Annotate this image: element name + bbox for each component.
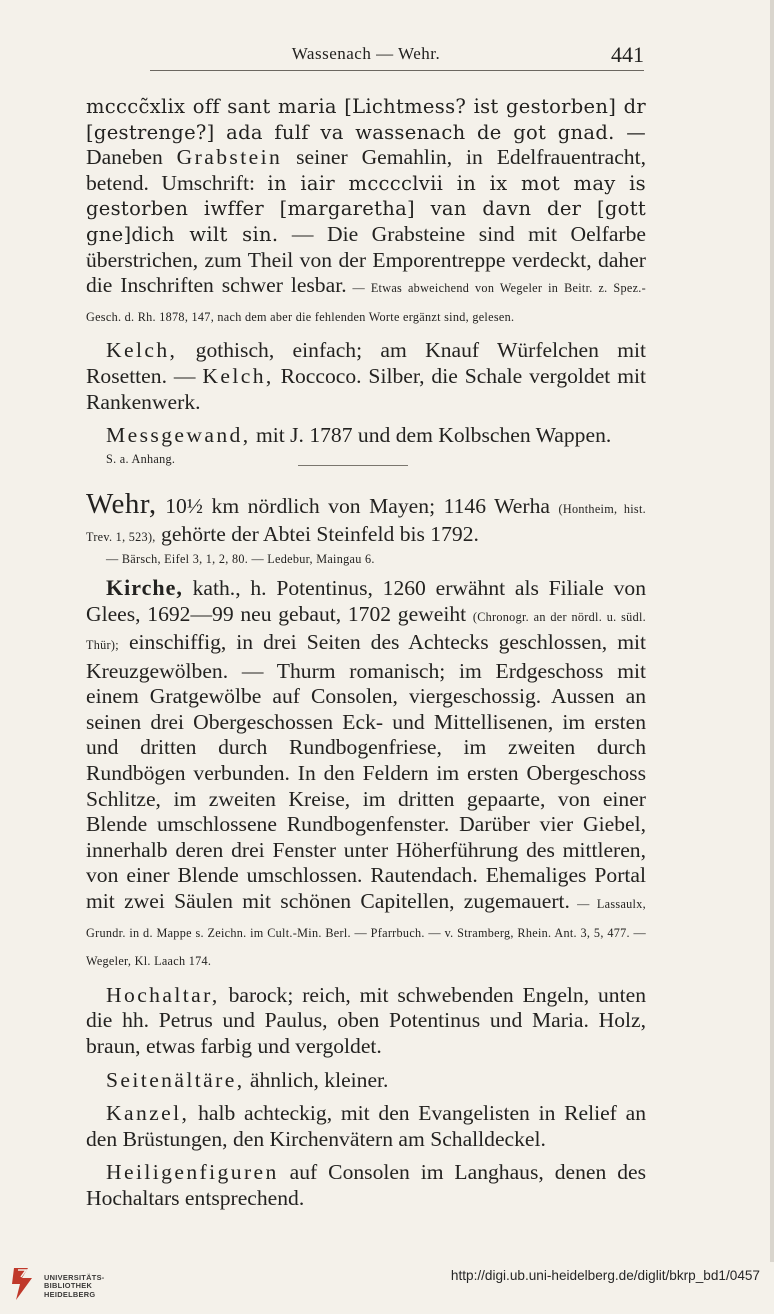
heidelberg-library-logo-icon xyxy=(8,1266,38,1302)
hochaltar-paragraph: Hochaltar, barock; reich, mit schwebenden Engeln, unten die hh. Petrus und Paulus, oben Potentinus und Maria. Holz, braun, etwas farbig und vergoldet. xyxy=(86,982,646,1058)
wehr-literature-note: — Bärsch, Eifel 3, 1, 2, 80. — Ledebur, Maingau 6. xyxy=(106,551,375,566)
page-edge xyxy=(770,0,774,1262)
keyword-grabstein: Grabstein xyxy=(176,145,283,170)
library-name: UNIVERSITÄTS- BIBLIOTHEK HEIDELBERG xyxy=(44,1273,105,1299)
gothic-inscription: mcccc̃xlix off sant maria [Lichtmess? ist gestorben] dr [gestrenge?] ada fulf va wassenach de got gnad. — xyxy=(86,95,646,144)
see-appendix-note: S. a. Anhang. xyxy=(106,451,176,466)
kelch-paragraph: Kelch, gothisch, einfach; am Knauf Würfelchen mit Rosetten. — Kelch, Roccoco. Silber, die Schale vergoldet mit Rankenwerk. xyxy=(86,338,646,414)
keyword-kelch: Kelch, xyxy=(106,338,178,363)
wehr-entry: Wehr, 10½ km nördlich von Mayen; 1146 Werha (Hontheim, hist. Trev. 1, 523), gehörte der Abtei Steinfeld bis 1792. xyxy=(86,487,646,547)
kirche-literature-note: — Lassaulx, Grundr. in d. Mappe s. Zeichn. im Cult.-Min. Berl. — Pfarrbuch. — v. Stramberg, Rhein. Ant. 3, 5, 477. — Wegeler, Kl. Laach 174. xyxy=(86,897,646,969)
page-body xyxy=(86,94,646,1212)
keyword-seitenaltaere: Seitenältäre, xyxy=(106,1067,245,1092)
library-footer xyxy=(0,1262,774,1314)
permalink-url[interactable]: http://digi.ub.uni-heidelberg.de/diglit/bkrp_bd1/0457 xyxy=(450,1268,760,1283)
keyword-kanzel: Kanzel, xyxy=(106,1101,190,1126)
keyword-heiligenfiguren: Heiligenfiguren xyxy=(106,1160,279,1185)
page-number: 441 xyxy=(611,42,644,67)
inscription-paragraph: mcccc̃xlix off sant maria [Lichtmess? ist gestorben] dr [gestrenge?] ada fulf va wassenach de got gnad. — Daneben Grabstein seiner Gemahlin, in Edelfrauentracht, betend. Umschrift: in iair mcccclvii in ix mot may is gestorben iwffer [margaretha] van davn der [gott gne]dich wilt sin. — Die Grabsteine sind mit Oelfarbe überstrichen, zum Theil von der Emporentreppe verdeckt, daher die Inschriften schwer lesbar. — Etwas abweichend von Wegeler in Beitr. z. Spez.-Gesch. d. Rh. 1878, 147, nach dem aber die fehlenden Worte ergänzt sind, gelesen. xyxy=(86,95,647,324)
gothic-inscription-2: in iair mcccclvii in ix mot may is gestorben iwffer [margaretha] van davn der [gott gne]dich wilt sin. xyxy=(86,171,646,246)
heading-kirche: Kirche, xyxy=(106,574,183,600)
heiligenfiguren-paragraph: Heiligenfiguren auf Consolen im Langhaus, denen des Hochaltars entsprechend. xyxy=(86,1160,646,1210)
keyword-hochaltar: Hochaltar, xyxy=(106,982,220,1007)
kanzel-paragraph: Kanzel, halb achteckig, mit den Evangelisten in Relief an den Brüstungen, den Kirchenvätern am Schalldeckel. xyxy=(86,1101,646,1151)
wehr-source: (Hontheim, hist. Trev. 1, 523), xyxy=(86,501,646,545)
chronogram-note: (Chronogr. an der nördl. u. südl. Thür); xyxy=(86,609,646,653)
entry-heading-wehr: Wehr, xyxy=(86,487,157,520)
header-rule xyxy=(150,70,644,71)
keyword-kelch-2: Kelch, xyxy=(202,363,274,388)
keyword-messgewand: Messgewand, xyxy=(106,423,251,448)
seitenaltaere-paragraph: Seitenältäre, ähnlich, kleiner. xyxy=(106,1067,389,1092)
messgewand-paragraph: Messgewand, mit J. 1787 und dem Kolbschen Wappen. xyxy=(106,423,612,448)
citation-note: — Etwas abweichend von Wegeler in Beitr. z. Spez.-Gesch. d. Rh. 1878, 147, nach dem aber die fehlenden Worte ergänzt sind, gelesen. xyxy=(86,281,646,324)
page-header xyxy=(88,42,644,72)
kirche-paragraph: Kirche, kath., h. Potentinus, 1260 erwähnt als Filiale von Glees, 1692—99 neu gebaut, 1702 geweiht (Chronogr. an der nördl. u. südl. Thür); einschiffig, in drei Seiten des Achtecks geschlossen, mit Kreuzgewölben. — Thurm romanisch; im Erdgeschoss mit einem Gratgewölbe auf Consolen, viergeschossig. Aussen an seinen drei Obergeschossen Eck- und Mittellisenen, im ersten und dritten durch Rundbogenfriese, im zweiten durch Rundbögen verbunden. In den Feldern im ersten Obergeschoss Schlitze, im zweiten Kreise, im dritten gepaarte, von einer Blende umschlossene Rundbogenfenster. Darüber vier Giebel, innerhalb deren drei Fenster unter Höherführung des mittleren, von einer Blende umschlossen. Rautendach. Ehemaliges Portal mit zwei Säulen mit schönen Capitellen, zugemauert. — Lassaulx, Grundr. in d. Mappe s. Zeichn. im Cult.-Min. Berl. — Pfarrbuch. — v. Stramberg, Rhein. Ant. 3, 5, 477. — Wegeler, Kl. Laach 174. xyxy=(86,574,646,969)
running-title: Wassenach — Wehr. xyxy=(291,44,441,63)
